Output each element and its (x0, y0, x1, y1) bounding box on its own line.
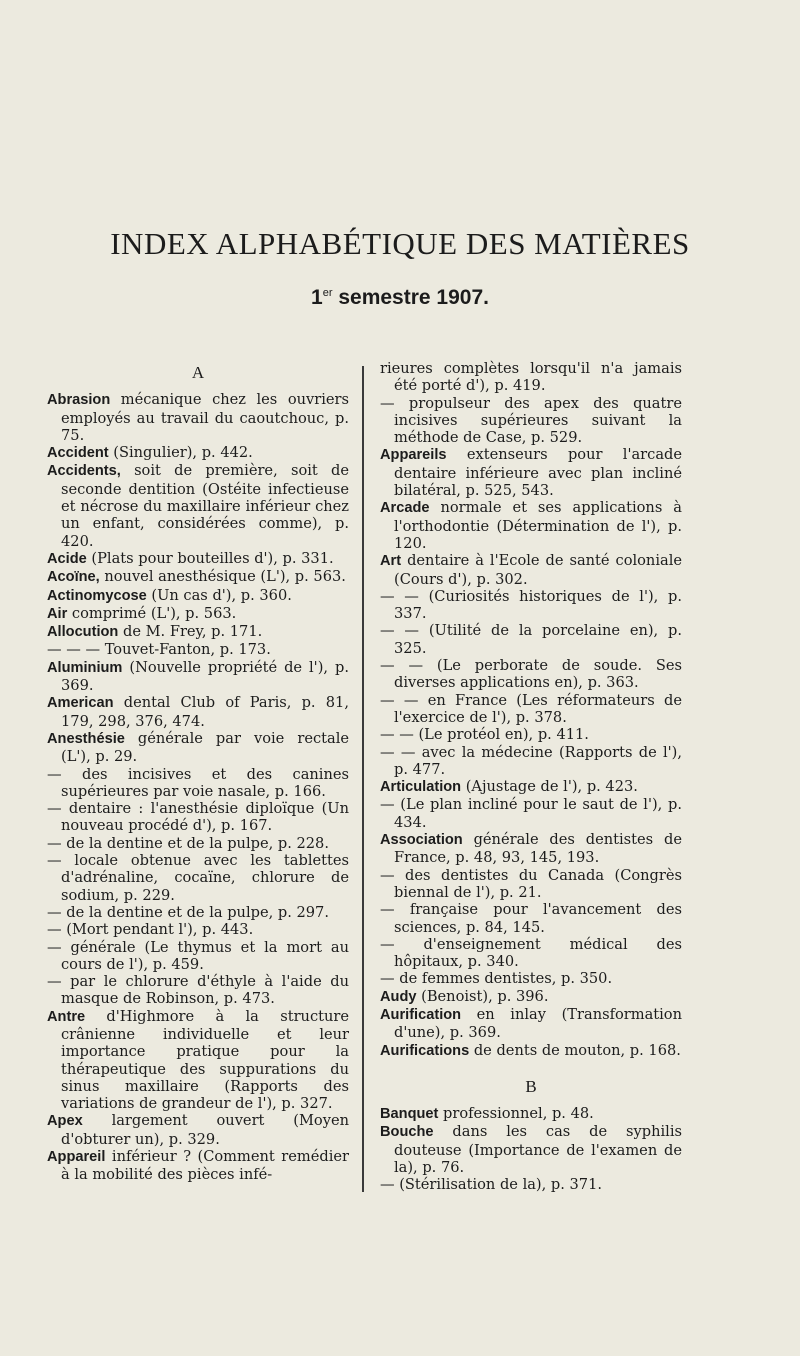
index-entry (47, 904, 349, 921)
entry-text: en inlay (Transformation d'une), p. 369. (394, 1005, 682, 1042)
entry-text: — (Stérilisation de la), p. 371. (380, 1176, 603, 1194)
left-entries (47, 391, 349, 1183)
index-entry (47, 587, 349, 605)
subtitle-superscript: er (322, 287, 333, 299)
entry-text: — par le chlorure d'éthyle à l'aide du masque de Robinson, p. 473. (47, 973, 349, 1008)
index-entry (47, 568, 349, 586)
entry-text: dental Club of Paris, p. 81, 179, 298, 376, 474. (61, 694, 349, 730)
entry-headword: Appareil (47, 1149, 106, 1166)
index-entry (47, 659, 349, 695)
index-entry (380, 744, 682, 779)
index-entry (47, 444, 349, 462)
right-column (380, 360, 682, 1194)
entry-headword: Aurification (380, 1006, 462, 1023)
entry-headword: Anesthésie (47, 730, 125, 747)
entry-headword: Arcade (380, 500, 430, 517)
entry-headword: Abrasion (47, 392, 111, 409)
entry-text: — de la dentine et de la pulpe, p. 297. (47, 903, 329, 921)
entry-text: — des dentistes du Canada (Congrès biennal de l'), p. 21. (380, 866, 682, 901)
index-entry (380, 988, 682, 1006)
entry-text: inférieur ? (Comment remédier à la mobilité des pièces infé- (61, 1148, 349, 1184)
entry-text: de M. Frey, p. 171. (118, 623, 263, 641)
entry-text: — — en France (Les réformateurs de l'exercice de l'), p. 378. (380, 691, 682, 726)
index-entry (380, 360, 682, 395)
entry-text: (Benoist), p. 396. (416, 987, 549, 1005)
page-title: INDEX ALPHABÉTIQUE DES MATIÈRES (110, 226, 690, 261)
entry-text: largement ouvert (Moyen d'obturer un), p. 329. (61, 1112, 349, 1148)
index-entry (380, 1123, 682, 1176)
index-entry (47, 730, 349, 766)
index-entry (380, 588, 682, 623)
index-entry (47, 694, 349, 730)
index-entry (380, 395, 682, 447)
index-entry (380, 1176, 682, 1193)
index-entry (47, 852, 349, 904)
index-entry (380, 446, 682, 499)
entry-text: soit de première, soit de seconde dentition (Ostéite infectieuse et nécrose du maxillaire inférieur chez un enfant, considérées comme), p. 420. (61, 462, 349, 550)
index-entry (47, 800, 349, 835)
entry-headword: Antre (47, 1008, 86, 1025)
entry-text: extenseurs pour l'arcade dentaire inférieure avec plan incliné bilatéral, p. 525, 543. (394, 446, 682, 500)
index-entry (380, 657, 682, 692)
entry-headword: Aurifications (380, 1042, 470, 1059)
page-subtitle (0, 286, 800, 310)
index-entry (47, 605, 349, 623)
column-divider (362, 366, 364, 1192)
entry-text: nouvel anesthésique (L'), p. 563. (99, 568, 346, 586)
entry-headword: Association (380, 832, 463, 849)
index-entry (380, 622, 682, 657)
index-entry (380, 552, 682, 588)
entry-text: — dentaire : l'anesthésie diploïque (Un nouveau procédé d'), p. 167. (47, 800, 349, 835)
entry-text: — française pour l'avancement des sciences, p. 84, 145. (380, 901, 682, 936)
entry-text: de dents de mouton, p. 168. (469, 1041, 681, 1059)
index-entry (380, 692, 682, 727)
entry-headword: Apex (47, 1113, 83, 1130)
entry-text: — — avec la médecine (Rapports de l'), p. 477. (380, 743, 682, 778)
entry-text: — — (Utilité de la porcelaine en), p. 325. (380, 622, 682, 657)
left-column (47, 360, 349, 1184)
entry-text: — — (Le protéol en), p. 411. (380, 726, 589, 744)
entry-headword: Accidents, (47, 463, 121, 480)
index-entry (47, 1112, 349, 1148)
entry-headword: Audy (380, 988, 417, 1005)
entry-text: rieures complètes lorsqu'il n'a jamais été porté d'), p. 419. (380, 360, 682, 395)
entry-headword: Banquet (380, 1106, 439, 1123)
index-entry (380, 936, 682, 971)
entry-text: — de la dentine et de la pulpe, p. 228. (47, 834, 329, 852)
entry-headword: Appareils (380, 447, 447, 464)
index-entry (380, 778, 682, 796)
index-entry (47, 550, 349, 568)
index-entry (47, 921, 349, 938)
entry-text: — locale obtenue avec les tablettes d'adrénaline, cocaïne, chlorure de sodium, p. 229. (47, 852, 349, 904)
index-entry (380, 1042, 682, 1060)
right-entries-a (380, 360, 682, 1060)
entry-headword: Acoïne, (47, 569, 100, 586)
entry-text: comprimé (L'), p. 563. (67, 604, 237, 622)
section-letter-b: B (525, 1076, 537, 1096)
index-entry (47, 1148, 349, 1184)
entry-text: — d'enseignement médical des hôpitaux, p. 340. (380, 935, 682, 971)
index-entry (47, 641, 349, 658)
entry-text: — de femmes dentistes, p. 350. (380, 970, 613, 988)
entry-text: — — (Le perborate de soude. Ses diverses applications en), p. 363. (380, 657, 682, 692)
subtitle-rest: semestre 1907. (332, 286, 489, 309)
index-entry (47, 939, 349, 974)
section-letter-a: A (191, 363, 205, 382)
entry-text: (Un cas d'), p. 360. (146, 586, 292, 604)
index-entry (380, 831, 682, 867)
right-entries-b (380, 1105, 682, 1193)
index-entry (380, 970, 682, 987)
entry-text: — (Mort pendant l'), p. 443. (47, 921, 254, 939)
entry-text: dentaire à l'Ecole de santé coloniale (Cours d'), p. 302. (394, 552, 682, 588)
index-entry (47, 766, 349, 801)
entry-text: générale par voie rectale (L'), p. 29. (61, 729, 349, 766)
index-entry (380, 867, 682, 902)
entry-headword: Articulation (380, 779, 462, 796)
index-entry (47, 1008, 349, 1113)
entry-text: normale et ses applications à l'orthodontie (Détermination de l'), p. 120. (394, 499, 682, 552)
entry-text: — — — Touvet-Fanton, p. 173. (47, 641, 271, 659)
entry-headword: Air (47, 605, 68, 622)
index-entry (380, 1105, 682, 1123)
entry-text: (Plats pour bouteilles d'), p. 331. (86, 549, 334, 567)
index-entry (380, 499, 682, 552)
entry-headword: Art (380, 553, 402, 570)
entry-text: (Singulier), p. 442. (108, 444, 253, 462)
entry-headword: Acide (47, 550, 87, 567)
index-entry (380, 1006, 682, 1042)
index-entry (380, 726, 682, 743)
entry-headword: Allocution (47, 624, 119, 641)
entry-text: — — (Curiosités historiques de l'), p. 337. (380, 587, 682, 623)
entry-text: — des incisives et des canines supérieures par voie nasale, p. 166. (47, 765, 349, 800)
entry-text: — propulseur des apex des quatre incisives supérieures suivant la méthode de Case, p. 529. (380, 394, 682, 447)
entry-text: d'Highmore à la structure crânienne individuelle et leur importance pratique pour la thérapeutique des suppurations du sinus maxillaire (Rapports des variations de grandeur de l'), p. 327. (61, 1007, 349, 1113)
entry-text: (Nouvelle propriété de l'), p. 369. (61, 658, 349, 695)
entry-text: (Ajustage de l'), p. 423. (461, 778, 638, 796)
entry-headword: Bouche (380, 1124, 434, 1141)
index-entry (47, 462, 349, 549)
subtitle-ordinal: 1 (311, 286, 323, 309)
index-entry (47, 391, 349, 444)
index-entry (380, 796, 682, 831)
index-entry (47, 835, 349, 852)
index-entry (47, 973, 349, 1008)
entry-text: générale des dentistes de France, p. 48, 93, 145, 193. (394, 831, 682, 867)
entry-text: professionnel, p. 48. (438, 1105, 594, 1123)
index-entry (47, 623, 349, 641)
index-entry (380, 901, 682, 936)
entry-text: — générale (Le thymus et la mort au cours de l'), p. 459. (47, 938, 349, 973)
entry-headword: Actinomycose (47, 587, 147, 604)
entry-text: dans les cas de syphilis douteuse (Importance de l'examen de la), p. 76. (394, 1123, 682, 1177)
entry-headword: Accident (47, 445, 109, 462)
entry-headword: American (47, 695, 114, 712)
entry-text: mécanique chez les ouvriers employés au travail du caoutchouc, p. 75. (61, 391, 349, 444)
entry-headword: Aluminium (47, 659, 123, 676)
entry-text: — (Le plan incliné pour le saut de l'), p. 434. (380, 796, 682, 831)
